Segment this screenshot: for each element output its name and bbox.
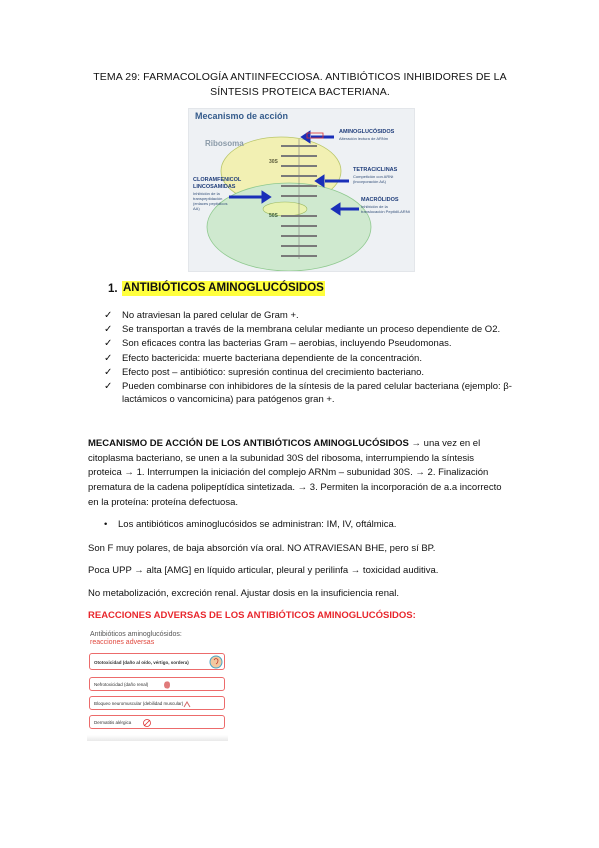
section-heading: ANTIBIÓTICOS AMINOGLUCÓSIDOS [123,282,324,294]
check-item: ✓ Se transportan a través de la membrana celular mediante un proceso dependiente de O2. [104,324,501,336]
kidney-icon [162,680,172,690]
bullet-icon: • [104,519,108,530]
drug-tetracyclines: TETRACICLINAS [353,167,398,173]
subunit-50s-label: 50S [269,213,278,219]
checkmark-icon: ✓ [104,366,113,378]
subunit-30s-label: 30S [269,159,278,165]
section-number: 1. [108,283,118,295]
checkmark-icon: ✓ [104,324,113,336]
check-item: ✓ Efecto bactericida: muerte bacteriana dependiente de la concentración. [104,352,422,364]
flow-step [281,165,317,167]
flow-step [281,235,317,237]
check-item: ✓ No atraviesan la pared celular de Gram +. [104,310,299,321]
flow-step [281,195,317,197]
mechanism-text: → una vez en el citoplasma bacteriano, se unen a la subunidad 30S del ribosoma, interrumpiendo la síntesis proteica → 1. Interrumpen la iniciación del complejo ARNm – subunidad 30S. → 2. Finalización prematura de la cadena polipeptídica sintetizada. → 3. Permiten la incorporación de a.a incorrecto en la proteína: proteína defectuosa. [88,438,502,508]
flow-step [281,245,317,247]
absorption-paragraph: Son F muy polares, de baja absorción vía oral. NO ATRAVIESAN BHE, pero sí BP. [88,543,436,554]
checkmark-icon: ✓ [104,352,113,364]
adverse-card: Bloqueo neuromuscular (debilidad muscular) [89,696,225,710]
ribosome-label: Ribosoma [205,139,244,148]
drug-chloramphenicol: CLORAMFENICOL LINCOSAMIDAS [193,177,242,190]
flow-step [281,215,317,217]
flow-step [281,155,317,157]
ear-icon [209,655,223,669]
flow-step [281,185,317,187]
property-checklist [104,310,514,408]
checkmark-icon: ✓ [104,380,113,392]
figure-title: Mecanismo de acción [195,111,289,121]
adverse-card: Ototoxicidad (daño al oído, vértigo, sordera) [89,653,225,670]
mechanism-figure [188,108,415,272]
muscle-icon [182,699,192,709]
drug-tetracyclines-desc: Competición con ARNt (incorporación AA) [353,174,394,184]
drug-aminoglycosides-desc: Alteración lectura de ARNm [339,136,389,141]
flow-step [281,145,317,147]
drug-chloramphenicol-desc: Inhibición de la transpeptidación (enlaces peptídicos AA) [193,191,228,211]
figure2-title: Antibióticos aminoglucósidos: [90,631,182,638]
check-item: ✓ Son eficaces contra las bacterias Gram – aerobias, incluyendo Pseudomonas. [104,338,452,350]
document-title: TEMA 29: FARMACOLOGÍA ANTIINFECCIOSA. ANTIBIÓTICOS INHIBIDORES DE LA SÍNTESIS PROTEICA BACTERIANA. [93,71,507,98]
checkmark-icon: ✓ [104,310,113,321]
checkmark-icon: ✓ [104,338,113,350]
adverse-card: Nefrotoxicidad (daño renal) [89,677,225,691]
check-item: ✓ Efecto post – antibiótico: supresión continua del crecimiento bacteriano. [104,366,425,378]
upp-paragraph: Poca UPP → alta [AMG] en líquido articular, pleural y perilinfa → toxicidad auditiva. [88,565,439,576]
skin-icon [142,718,152,728]
flow-step [281,175,317,177]
drug-macrolides: MACRÓLIDOS [361,197,399,203]
figure2-subtitle: reacciones adversas [90,639,155,646]
adverse-reactions-figure [87,629,228,741]
drug-macrolides-desc: Inhibición de la translocación Peptidil-ARNt [361,204,410,214]
adverse-reactions-heading: REACCIONES ADVERSAS DE LOS ANTIBIÓTICOS AMINOGLUCÓSIDOS: [88,610,416,621]
drug-aminoglycosides: AMINOGLUCÓSIDOS [339,129,395,135]
renal-paragraph: No metabolización, excreción renal. Ajustar dosis en la insuficiencia renal. [88,588,400,599]
mechanism-paragraph [88,437,506,511]
administration-bullet: • Los antibióticos aminoglucósidos se administran: IM, IV, oftálmica. [104,519,397,530]
flow-step [281,255,317,257]
flow-step [281,225,317,227]
mechanism-heading: MECANISMO DE ACCIÓN DE LOS ANTIBIÓTICOS AMINOGLUCÓSIDOS [88,438,409,449]
check-item: ✓ Pueden combinarse con inhibidores de la síntesis de la pared celular bacteriana (ejemplo: β-lactámicos o vancomicina) para patógenos gran +. [104,380,512,405]
adverse-card: Dermatitis alérgica [89,715,225,729]
figure-bottom-bar [87,735,228,741]
